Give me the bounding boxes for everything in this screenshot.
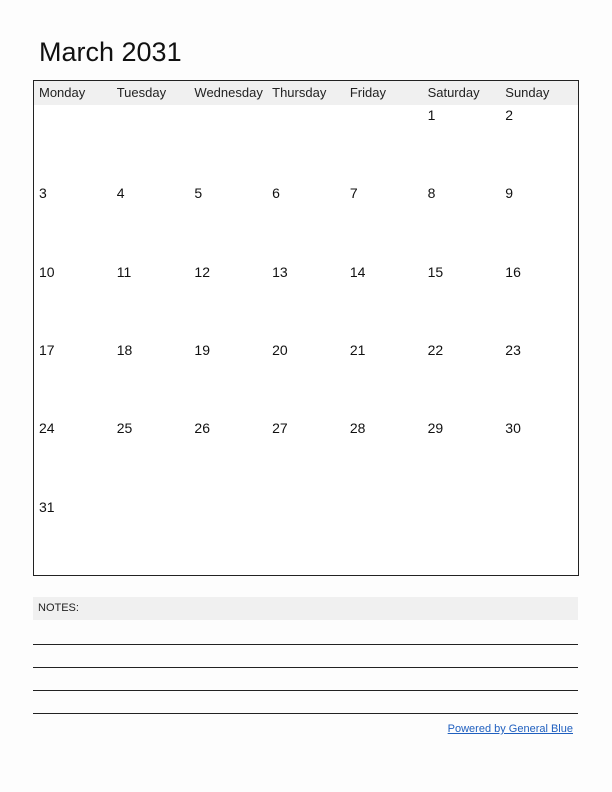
page-title: March 2031 — [39, 37, 182, 67]
notes-line — [33, 667, 578, 668]
day-cell: 17 — [39, 342, 55, 358]
day-cell: 6 — [272, 185, 280, 202]
weekday-header-thursday: Thursday — [272, 85, 327, 100]
empty-day-cell — [345, 105, 423, 183]
day-cell: 28 — [349, 420, 366, 437]
notes-header — [33, 597, 578, 620]
day-cell: 1 — [427, 107, 436, 123]
notes-line — [33, 690, 578, 691]
day-cell: 7 — [349, 185, 358, 202]
weekday-header-friday: Friday — [349, 85, 386, 100]
day-cell: 16 — [505, 263, 521, 280]
day-cell: 2 — [505, 107, 514, 123]
notes-line — [33, 713, 578, 714]
day-cell: 30 — [505, 420, 521, 437]
powered-by-link[interactable]: Powered by General Blue — [447, 723, 573, 735]
day-cell: 4 — [116, 185, 125, 202]
day-cell: 9 — [505, 185, 514, 202]
weekday-header-row — [34, 81, 578, 105]
day-cell: 24 — [39, 420, 55, 437]
day-cell: 11 — [116, 263, 132, 280]
weekday-header-tuesday: Tuesday — [116, 85, 167, 100]
calendar-grid — [33, 80, 579, 576]
weekday-header-wednesday: Wednesday — [194, 85, 263, 100]
day-cell: 13 — [272, 263, 288, 280]
day-cell: 12 — [194, 263, 210, 280]
notes-line — [33, 644, 578, 645]
empty-day-cell — [189, 105, 267, 183]
day-cell: 3 — [39, 185, 47, 202]
empty-day-cell — [267, 497, 345, 575]
empty-day-cell — [500, 497, 578, 575]
empty-day-cell — [112, 105, 190, 183]
weekday-header-sunday: Sunday — [505, 85, 550, 100]
day-cell: 31 — [39, 498, 55, 515]
day-cell: 23 — [505, 342, 521, 358]
day-cell: 8 — [427, 185, 436, 202]
weekday-header-saturday: Saturday — [427, 85, 480, 100]
empty-day-cell — [112, 497, 190, 575]
empty-day-cell — [189, 497, 267, 575]
day-cell: 10 — [39, 263, 55, 280]
day-cell: 19 — [194, 342, 210, 358]
day-cell: 20 — [272, 342, 288, 358]
day-cell: 14 — [349, 263, 366, 280]
day-cell: 21 — [349, 342, 366, 358]
day-cell: 18 — [116, 342, 133, 358]
day-cell: 26 — [194, 420, 210, 437]
empty-day-cell — [345, 497, 423, 575]
empty-day-cell — [423, 497, 501, 575]
day-cell: 27 — [272, 420, 288, 437]
empty-day-cell — [267, 105, 345, 183]
day-cell: 15 — [427, 263, 444, 280]
day-cell: 25 — [116, 420, 133, 437]
notes-label: NOTES: — [38, 602, 79, 614]
empty-day-cell — [34, 105, 112, 183]
day-cell: 22 — [427, 342, 444, 358]
weekday-header-monday: Monday — [39, 85, 86, 100]
day-cell: 29 — [427, 420, 444, 437]
day-cell: 5 — [194, 185, 203, 202]
